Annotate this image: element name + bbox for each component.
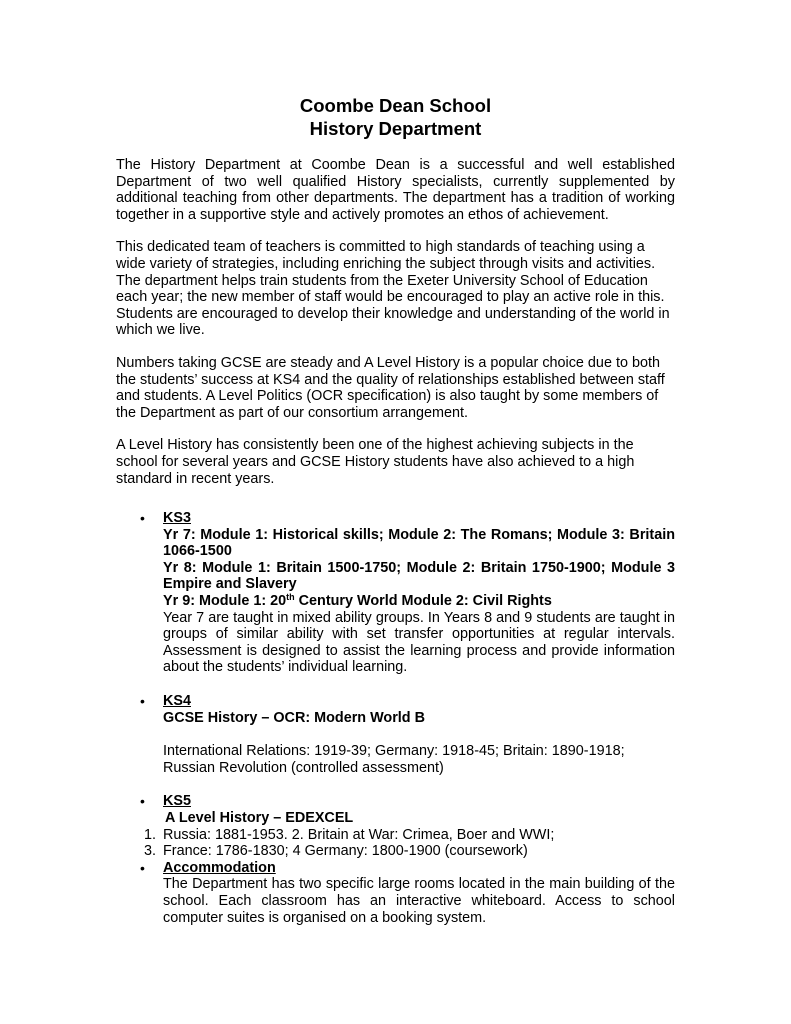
ks3-description: Year 7 are taught in mixed ability groups. In Years 8 and 9 students are taught in groups of similar ability with set transfer opportunities at regular intervals. Assessment is designed to assist the learning process and provide information about the students’ individual learning. (163, 609, 675, 676)
ks3-yr9-suffix: Century World Module 2: Civil Rights (294, 593, 552, 610)
accommodation-heading: Accommodation (163, 859, 276, 876)
ks3-yr9-sup: th (286, 592, 295, 603)
department-title: History Department (309, 118, 482, 139)
bullet-icon: • (140, 693, 145, 710)
list-number: 3. (144, 843, 157, 860)
ks3-yr7: Yr 7: Module 1: Historical skills; Module 2: The Romans; Module 3: Britain 1066-1500 (163, 526, 675, 560)
list-item (116, 827, 675, 844)
ks3-yr8: Yr 8: Module 1: Britain 1500-1750; Module 2: Britain 1750-1900; Module 3 Empire and Slavery (163, 559, 675, 593)
accommodation-section (116, 860, 675, 926)
list-text: France: 1786-1830; 4 Germany: 1800-1900 (coursework) (163, 843, 528, 860)
ks3-heading: KS3 (163, 510, 191, 527)
title-block (116, 94, 675, 140)
ks5-heading: KS5 (163, 793, 191, 810)
list-text: Russia: 1881-1953. 2. Britain at War: Crimea, Boer and WWI; (163, 826, 555, 843)
bullet-icon: • (140, 510, 145, 527)
bullet-icon: • (140, 793, 145, 810)
ks3-yr9 (163, 593, 675, 610)
ks4-section (116, 693, 675, 776)
ks4-course: GCSE History – OCR: Modern World B (163, 709, 425, 726)
ks3-section (116, 510, 675, 676)
intro-paragraph: The History Department at Coombe Dean is a successful and well established Department of two well qualified History specialists, currently supplemented by additional teaching from other departments. The department has a tradition of working together in a supportive style and actively promotes an ethos of achievement. (116, 157, 675, 223)
list-item (116, 843, 675, 860)
spacer (163, 726, 675, 743)
bullet-icon: • (140, 859, 145, 876)
team-paragraph: This dedicated team of teachers is committed to high standards of teaching using a wide variety of strategies, including enriching the subject through visits and activities. The department helps train students from the Exeter University School of Education each year; the new member of staff would be encouraged to play an active role in this. Students are encouraged to develop their knowledge and understanding of the world in which we live. (116, 239, 670, 339)
ks5-section (116, 793, 675, 859)
school-title: Coombe Dean School (299, 95, 492, 116)
accommodation-text: The Department has two specific large rooms located in the main building of the school. Each classroom has an interactive whiteboard. Access to school computer suites is organised on a booking system. (163, 876, 675, 926)
numbers-paragraph: Numbers taking GCSE are steady and A Level History is a popular choice due to both the students’ success at KS4 and the quality of relationships established between staff and students. A Level Politics (OCR specification) is also taught by some members of the Department as part of our consortium arrangement. (116, 354, 665, 421)
document-page (116, 94, 675, 926)
ks5-module-list (144, 826, 675, 860)
ks4-heading: KS4 (163, 693, 191, 710)
ks5-course: A Level History – EDEXCEL (165, 810, 354, 826)
achievement-paragraph: A Level History has consistently been one of the highest achieving subjects in the school for several years and GCSE History students have also achieved to a high standard in recent years. (116, 437, 635, 487)
list-number: 1. (144, 826, 157, 843)
ks3-yr9-prefix: Yr 9: Module 1: 20 (163, 593, 287, 610)
ks4-topics: International Relations: 1919-39; Germany: 1918-45; Britain: 1890-1918; Russian Revolution (controlled assessment) (163, 743, 625, 776)
